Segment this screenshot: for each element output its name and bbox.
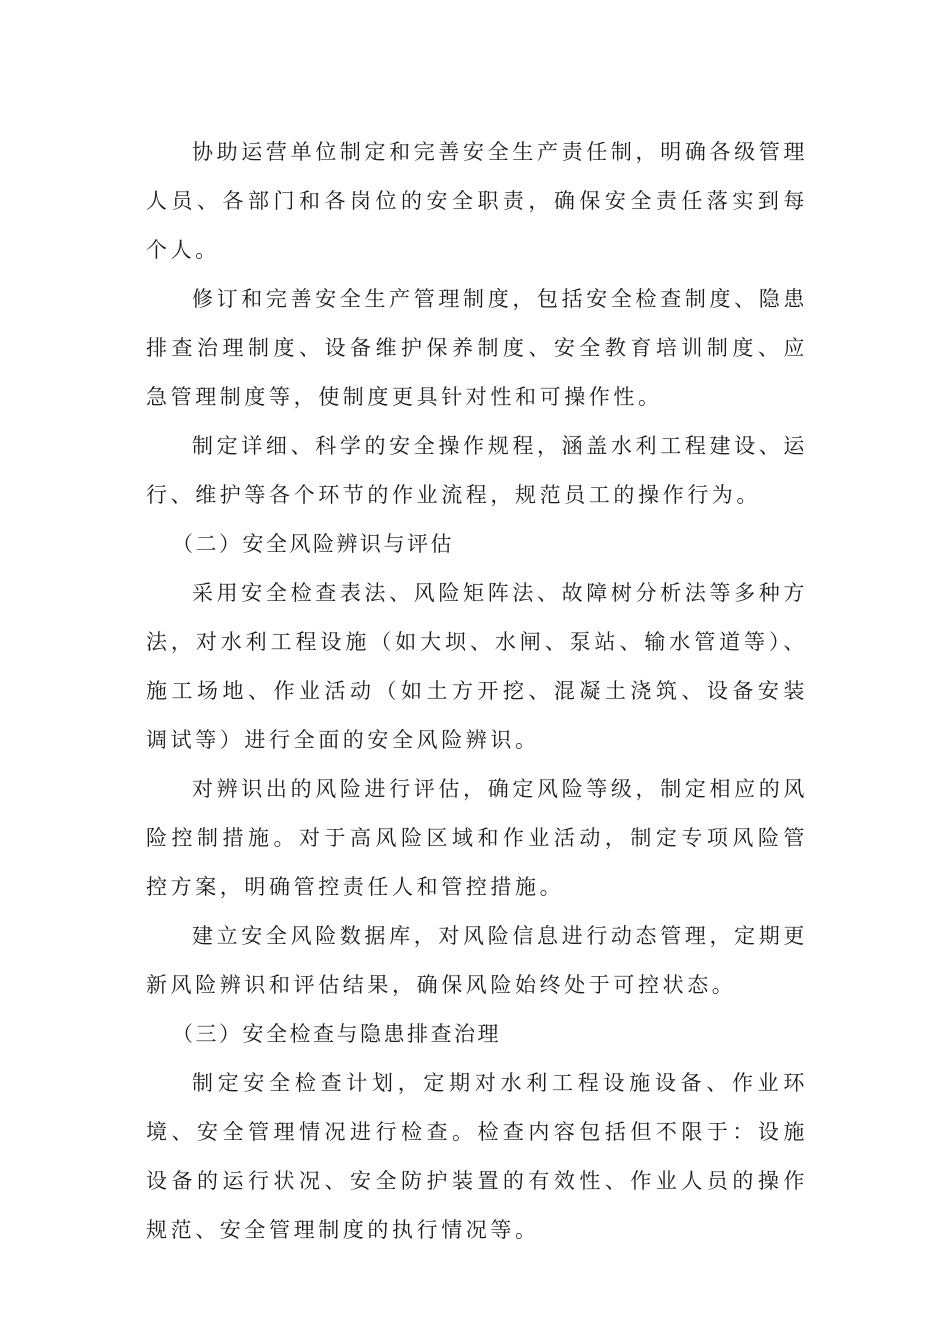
paragraph-responsibility-system: 协助运营单位制定和完善安全生产责任制，明确各级管理人员、各部门和各岗位的安全职责，确保安全责任落实到每个人。 [146,140,808,262]
document-body [146,128,808,1255]
section-heading-inspection: （三）安全检查与隐患排查治理 [172,1022,501,1046]
paragraph-risk-assessment: 对辨识出的风险进行评估，确定风险等级，制定相应的风险控制措施。对于高风险区域和作业活动，制定专项风险管控方案，明确管控责任人和管控措施。 [146,777,808,899]
paragraph-operating-procedures: 制定详细、科学的安全操作规程，涵盖水利工程建设、运行、维护等各个环节的作业流程，规范员工的操作行为。 [146,434,808,507]
paragraph-risk-database: 建立安全风险数据库，对风险信息进行动态管理，定期更新风险辨识和评估结果，确保风险始终处于可控状态。 [146,924,808,997]
section-heading-risk-identification: （二）安全风险辨识与评估 [172,532,454,556]
paragraph-inspection-plan: 制定安全检查计划，定期对水利工程设施设备、作业环境、安全管理情况进行检查。检查内容包括但不限于：设施设备的运行状况、安全防护装置的有效性、作业人员的操作规范、安全管理制度的执行情况等。 [146,1071,808,1242]
paragraph-risk-methods: 采用安全检查表法、风险矩阵法、故障树分析法等多种方法，对水利工程设施（如大坝、水闸、泵站、输水管道等）、施工场地、作业活动（如土方开挖、混凝土浇筑、设备安装调试等）进行全面的安全风险辨识。 [146,581,808,752]
paragraph-management-rules: 修订和完善安全生产管理制度，包括安全检查制度、隐患排查治理制度、设备维护保养制度、安全教育培训制度、应急管理制度等，使制度更具针对性和可操作性。 [146,287,808,409]
